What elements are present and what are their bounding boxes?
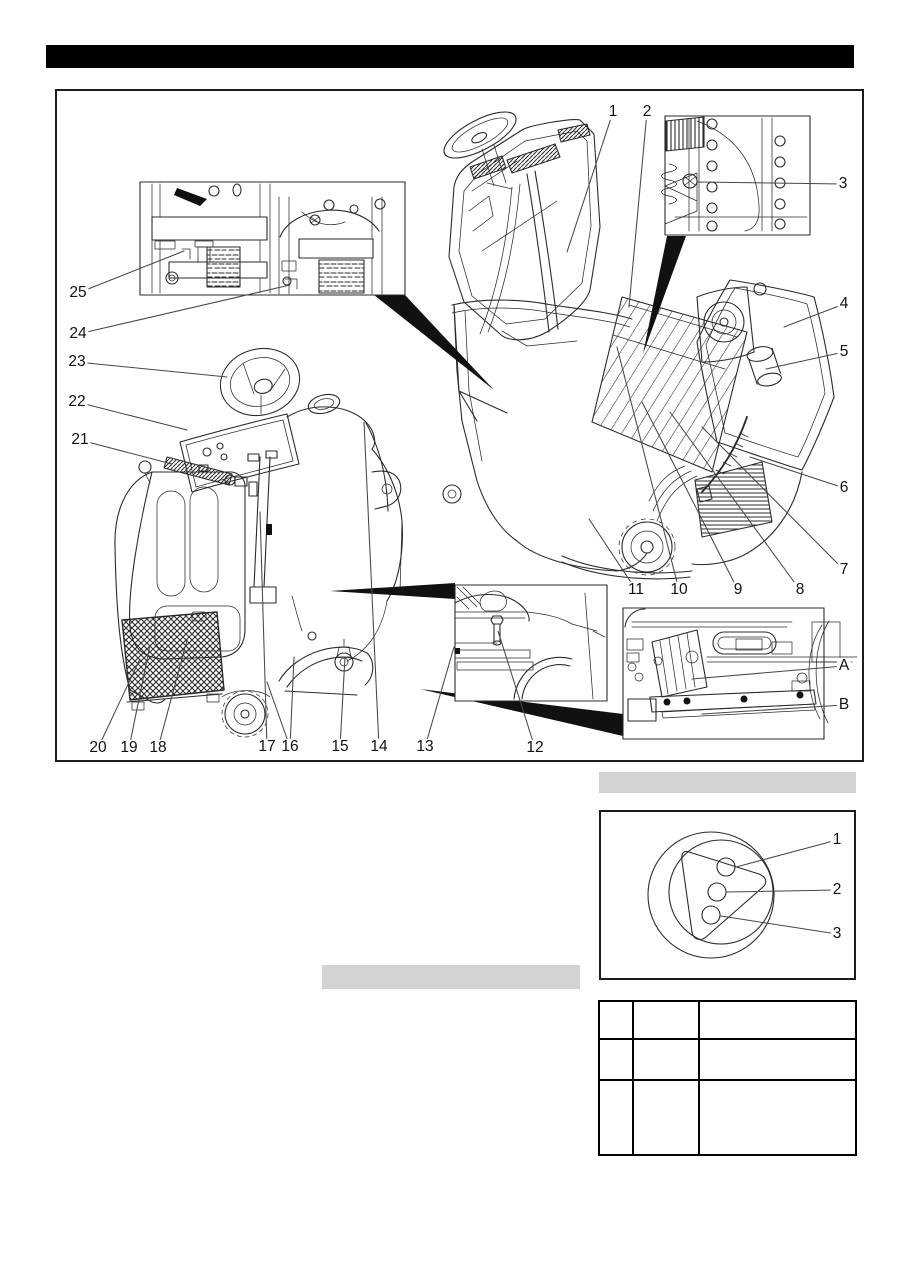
leader-line-20 [98,659,140,748]
callout-10: 10 [670,580,688,598]
callout-2: 2 [832,880,842,898]
table-row [599,1001,856,1039]
table-cell [633,1080,699,1155]
callout-13: 13 [416,737,434,755]
callout-4: 4 [839,294,849,312]
callout-11: 11 [627,580,645,598]
callout-14: 14 [370,737,388,755]
callout-25: 25 [69,283,87,301]
inset-brushhead-detail [623,608,857,739]
callout-2: 2 [642,102,652,120]
callout-24: 24 [69,324,87,342]
callout-1: 1 [608,102,618,120]
leader-line-23 [77,362,227,377]
leader-line-2 [727,890,837,892]
leader-line-5 [766,352,844,369]
callout-1: 1 [832,830,842,848]
callout-17: 17 [258,737,276,755]
callout-6: 6 [839,478,849,496]
table-row [599,1080,856,1155]
parts-table [598,1000,857,1156]
table-cell [633,1039,699,1080]
callout-22: 22 [68,392,86,410]
redacted-section-heading-right [599,772,856,793]
machine-overview-illustration [57,91,862,760]
inset-terminal-detail [662,116,811,235]
callout-16: 16 [281,737,299,755]
connector-pinout-illustration [601,812,854,978]
callout-A: A [838,656,850,674]
callout-8: 8 [795,580,805,598]
leader-line-1 [736,840,837,867]
callout-23: 23 [68,352,86,370]
front-view-illustration [115,340,402,737]
callout-3: 3 [838,174,848,192]
callout-7: 7 [839,560,849,578]
callout-5: 5 [839,342,849,360]
table-cell [699,1080,856,1155]
callout-15: 15 [331,737,349,755]
table-row [599,1039,856,1080]
table-cell [599,1039,633,1080]
table-cell [633,1001,699,1039]
connector-illustration [648,832,774,958]
leader-line-2 [629,112,647,307]
connector-pinout-figure [599,810,856,980]
inset-underside-detail [140,182,405,295]
machine-overview-figure [55,89,864,762]
table-cell [599,1001,633,1039]
redacted-title-bar [46,45,854,68]
leader-line-4 [784,304,844,327]
inset-nozzle-detail [455,585,607,701]
table-cell [599,1080,633,1155]
leader-line-16 [290,657,294,747]
callout-9: 9 [733,580,743,598]
leader-line-22 [77,402,187,430]
callout-19: 19 [120,738,138,756]
table-cell [699,1001,856,1039]
leader-line-21 [80,440,172,464]
callout-B: B [838,695,850,713]
leader-line-8 [670,412,800,590]
callout-20: 20 [89,738,107,756]
callout-12: 12 [526,738,544,756]
leader-line-3 [721,916,837,934]
callout-18: 18 [149,738,167,756]
callout-21: 21 [71,430,89,448]
callout-3: 3 [832,924,842,942]
redacted-section-heading-left [322,965,580,989]
table-cell [699,1039,856,1080]
leader-line-13 [425,647,454,747]
